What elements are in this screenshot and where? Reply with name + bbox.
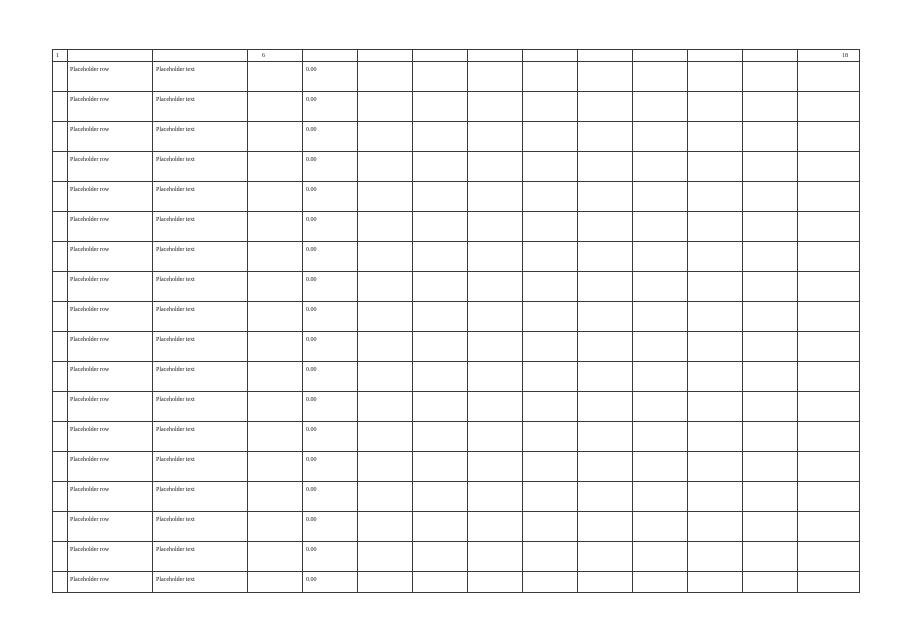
row-description: Placeholder text	[156, 517, 195, 523]
row-title: Placeholder row	[70, 367, 110, 373]
column-number-18: 18	[842, 53, 848, 59]
row-description: Placeholder text	[156, 67, 195, 73]
row-divider	[52, 541, 860, 542]
column-number-6: 6	[262, 53, 265, 59]
row-title: Placeholder row	[70, 187, 110, 193]
row-divider	[52, 571, 860, 572]
table-bottom-border	[52, 592, 860, 593]
row-amount: 0.00	[306, 307, 317, 313]
row-amount: 0.00	[306, 247, 317, 253]
row-amount: 0.00	[306, 517, 317, 523]
row-divider	[52, 511, 860, 512]
row-amount: 0.00	[306, 547, 317, 553]
row-amount: 0.00	[306, 427, 317, 433]
row-amount: 0.00	[306, 457, 317, 463]
row-divider	[52, 241, 860, 242]
row-description: Placeholder text	[156, 97, 195, 103]
row-amount: 0.00	[306, 397, 317, 403]
row-amount: 0.00	[306, 157, 317, 163]
row-description: Placeholder text	[156, 187, 195, 193]
row-amount: 0.00	[306, 217, 317, 223]
row-amount: 0.00	[306, 127, 317, 133]
row-description: Placeholder text	[156, 337, 195, 343]
column-number-1: 1	[56, 53, 59, 59]
row-amount: 0.00	[306, 367, 317, 373]
row-amount: 0.00	[306, 337, 317, 343]
row-title: Placeholder row	[70, 397, 110, 403]
row-title: Placeholder row	[70, 547, 110, 553]
row-title: Placeholder row	[70, 337, 110, 343]
row-title: Placeholder row	[70, 67, 110, 73]
table-header-rule	[52, 61, 860, 62]
row-description: Placeholder text	[156, 427, 195, 433]
row-divider	[52, 151, 860, 152]
row-divider	[52, 91, 860, 92]
row-title: Placeholder row	[70, 577, 110, 583]
row-title: Placeholder row	[70, 307, 110, 313]
row-title: Placeholder row	[70, 247, 110, 253]
row-description: Placeholder text	[156, 247, 195, 253]
row-description: Placeholder text	[156, 217, 195, 223]
row-divider	[52, 451, 860, 452]
table-top-border	[52, 49, 860, 50]
row-divider	[52, 481, 860, 482]
row-description: Placeholder text	[156, 127, 195, 133]
row-amount: 0.00	[306, 97, 317, 103]
row-description: Placeholder text	[156, 457, 195, 463]
row-divider	[52, 181, 860, 182]
row-description: Placeholder text	[156, 367, 195, 373]
row-description: Placeholder text	[156, 577, 195, 583]
row-divider	[52, 391, 860, 392]
row-title: Placeholder row	[70, 517, 110, 523]
row-divider	[52, 331, 860, 332]
row-title: Placeholder row	[70, 97, 110, 103]
row-amount: 0.00	[306, 187, 317, 193]
row-description: Placeholder text	[156, 307, 195, 313]
row-divider	[52, 271, 860, 272]
row-title: Placeholder row	[70, 127, 110, 133]
row-divider	[52, 361, 860, 362]
row-amount: 0.00	[306, 277, 317, 283]
row-amount: 0.00	[306, 487, 317, 493]
row-divider	[52, 121, 860, 122]
row-description: Placeholder text	[156, 157, 195, 163]
row-title: Placeholder row	[70, 487, 110, 493]
row-title: Placeholder row	[70, 277, 110, 283]
row-description: Placeholder text	[156, 547, 195, 553]
row-title: Placeholder row	[70, 457, 110, 463]
document-table	[52, 49, 860, 593]
row-description: Placeholder text	[156, 487, 195, 493]
row-divider	[52, 211, 860, 212]
row-divider	[52, 421, 860, 422]
row-title: Placeholder row	[70, 217, 110, 223]
row-description: Placeholder text	[156, 277, 195, 283]
row-title: Placeholder row	[70, 427, 110, 433]
row-description: Placeholder text	[156, 397, 195, 403]
row-title: Placeholder row	[70, 157, 110, 163]
row-divider	[52, 301, 860, 302]
row-amount: 0.00	[306, 577, 317, 583]
row-amount: 0.00	[306, 67, 317, 73]
